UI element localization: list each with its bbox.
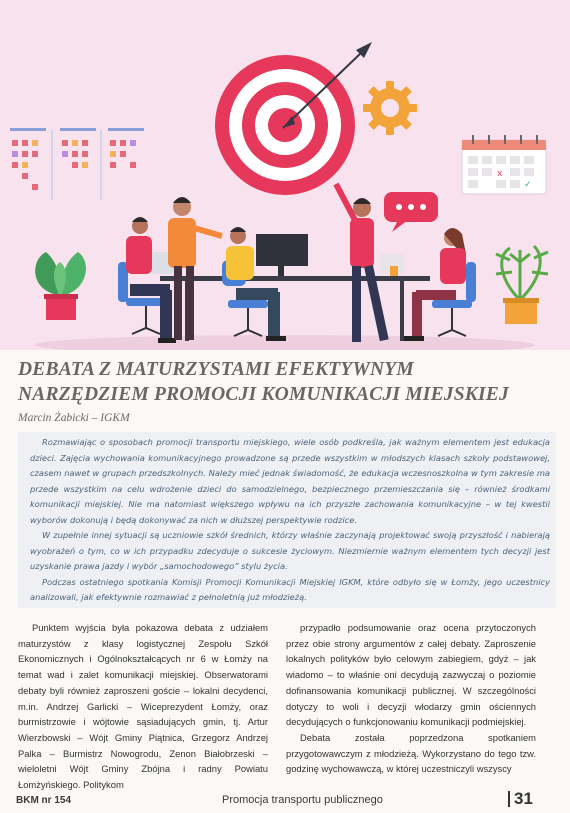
- issue-number: BKM nr 154: [16, 795, 72, 806]
- desk: [160, 276, 430, 341]
- header-illustration: [0, 0, 570, 350]
- title-line: DEBATA Z MATURZYSTAMI EFEKTYWNYM: [18, 359, 414, 380]
- lead-box: [18, 432, 556, 608]
- team-target-illustration: [0, 0, 570, 350]
- monitor-icon: [256, 234, 308, 276]
- body-paragraph: Punktem wyjścia była pokazowa debata z udziałem maturzystów z klasy logistycznej Zespołu Szkół Ekonomicznych i Ogólnokształcących nr 6 w Łomży na temat wad i zalet komunikacji miejskiej. Obserwatorami debaty byli również zaproszeni goście – lokalni decydenci, m.in. Andrzej Garlicki – Wiceprezydent Łomży, oraz burmistrzowie i wójtowie sąsiadujących gmin, tj. Artur Wierzbowski – Wójt Gminy Piątnica, Grzegorz Andrzej Palka – Burmistrz Nowogrodu, Zenon Białobrzeski – wieloletni Wójt Gminy Zbójna i radny Powiatu Łomżyńskiego. Politykom: [18, 622, 268, 791]
- plant-icon: [496, 246, 548, 324]
- section-name: Promocja transportu publicznego: [222, 794, 383, 806]
- calendar-icon: [462, 135, 546, 194]
- person: [168, 197, 222, 340]
- gear-icon: [363, 81, 417, 135]
- speech-bubble-icon: [384, 192, 438, 232]
- footer-divider: [508, 791, 510, 807]
- page-footer: [0, 790, 570, 813]
- person: [404, 228, 466, 341]
- title-line: NARZĘDZIEM PROMOCJI KOMUNIKACJI MIEJSKIEJ: [18, 384, 509, 405]
- body-paragraph: przypadło podsumowanie oraz ocena przytoczonych przez obie strony argumentów z całej debaty. Zaproszenie lokalnych polityków było celowym zabiegiem, gdyż – jak wiadomo – to właśnie oni decydują zazwyczaj o poziomie dofinansowania komunikacji publicznej. W szczególności dotyczy to woli i decyzji włodarzy gmin ościennych decydujących o funkcjonowaniu komunikacji podmiejskiej.: [286, 622, 536, 728]
- svg-text:✓: ✓: [524, 180, 532, 190]
- body-paragraph: Debata została poprzedzona spotkaniem przygotowawczym z młodzieżą. Wykorzystano do tego tzw. godzinę wychowawczą, w której uczestniczyli wszyscy: [286, 731, 536, 775]
- lead-paragraph: Podczas ostatniego spotkania Komisji Promocji Komunikacji Miejskiej IGKM, które odbyło się w Łomży, jego uczestnicy analizowali, jak efektywnie rozmawiać z pełnoletnią już młodzieżą.: [30, 576, 550, 602]
- author-byline: Marcin Żabicki – IGKM: [18, 412, 130, 424]
- kanban-board-icon: [10, 128, 144, 200]
- page-number: 31: [514, 789, 533, 808]
- body-column-left: [18, 620, 268, 793]
- plant-icon: [35, 252, 86, 320]
- lead-paragraph: W zupełnie innej sytuacji są uczniowie szkół średnich, którzy właśnie zaczynają projektować swoją przyszłość i nabierają wyobrażeń o tym, co w ich przypadku zdecyduje o sukcesie życiowym. Niezmiernie ważnym elementem tych decyzji jest uzyskanie prawa jazdy i wybór „samochodowego” stylu życia.: [30, 530, 550, 571]
- svg-text:x: x: [497, 169, 503, 179]
- body-column-right: [286, 620, 536, 777]
- article-title: [18, 357, 558, 407]
- lead-paragraph: Rozmawiając o sposobach promocji transportu miejskiego, wiele osób podkreśla, jak ważnym elementem jest edukacja dzieci. Zajęcia wychowania komunikacyjnego prowadzone są przede wszystkim w młodszych klasach szkoły podstawowej, czasem nawet w grupach przedszkolnych. Należy mieć jednak świadomość, że edukacja wczesnoszkolna w tym zakresie ma przede wszystkim na celu wdrożenie dzieci do samodzielnego, bezpiecznego przemieszczania się – również środkami komunikacji miejskiej. Nie ma natomiast większego wpływu na ich przyszłe zachowania komunikacyjne – w tej kwestii wyborów dokonują i będą dokonywać za nich w dłuższej perspektywie rodzice.: [30, 437, 550, 525]
